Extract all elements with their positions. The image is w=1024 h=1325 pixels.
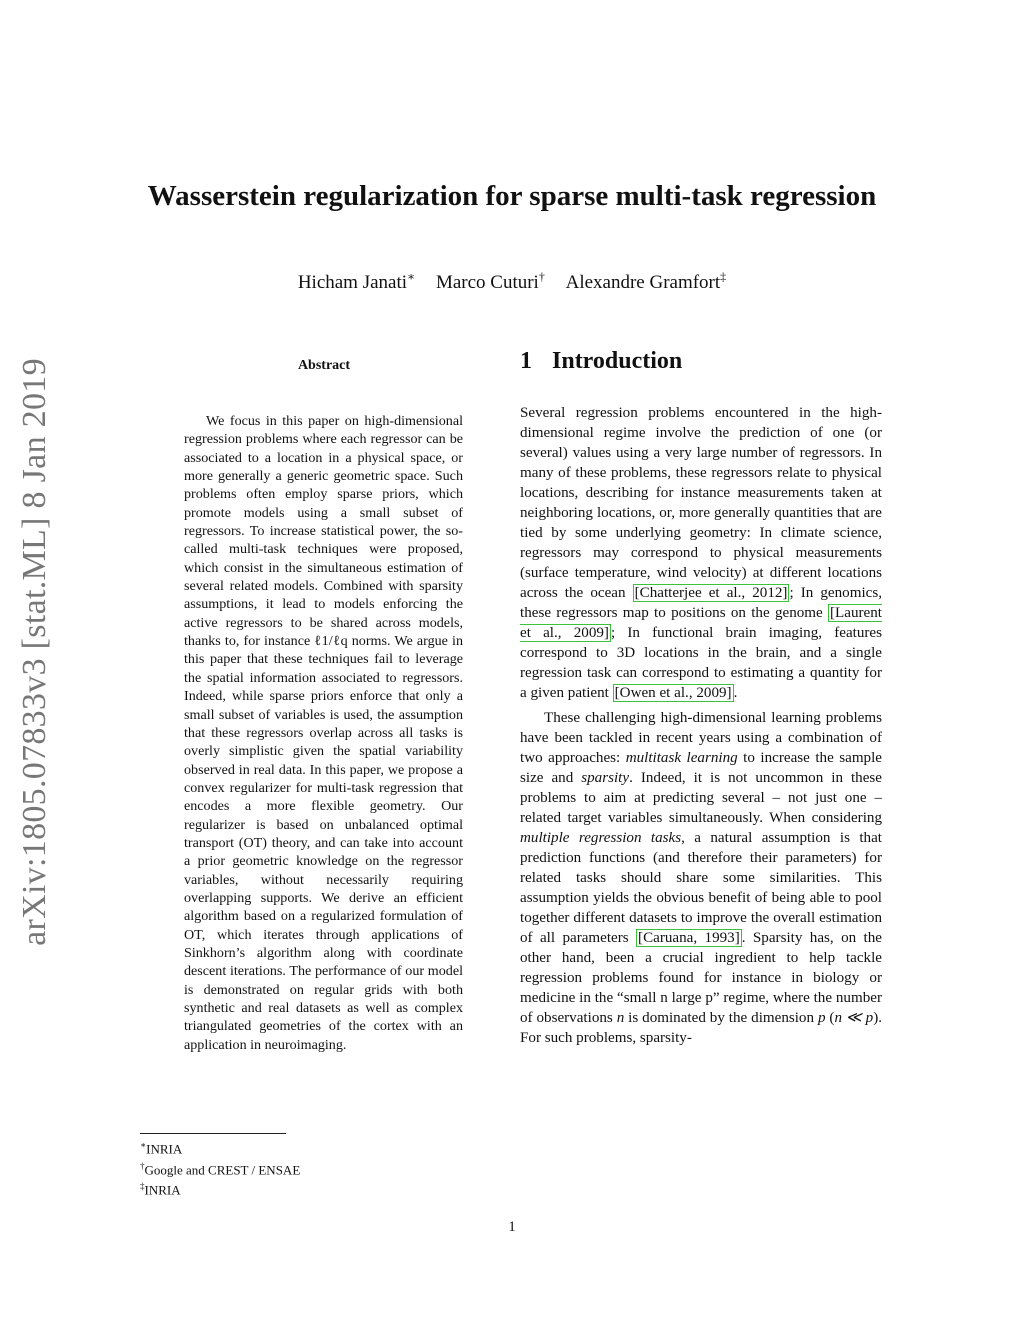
text-run: These challenging high-dimensional learning problems have been tackled in recent years using a combination of two approaches: (520, 710, 882, 766)
author-name: Hicham Janati (297, 272, 408, 294)
author-mark: ‡ (720, 270, 727, 284)
text-run: ). For such problems, sparsity- (520, 1010, 882, 1046)
author-mark: ∗ (407, 270, 416, 284)
text-run: . Sparsity has, on the other hand, been a crucial ingredient to help tackle regression problems found for instance in biology or medicine in the “small n large p” regime, where the number of observations (520, 930, 882, 1026)
author-2 (436, 272, 545, 293)
math-variable: p (817, 1010, 826, 1026)
text-run: , a natural assumption is that prediction functions (and therefore their parameters) for related tasks should share some similarities. This assumption yields the obvious benefit of being able to pool together different datasets to improve the overall estimation of all parameters (520, 830, 882, 946)
text-run: . Indeed, it is not uncommon in these problems to aim at predicting several – not just one – related target variables simultaneously. When considering (520, 770, 883, 826)
footnote-rule (140, 1133, 286, 1134)
math-variable: n (616, 1010, 625, 1026)
footnote-mark: † (140, 1160, 145, 1171)
emphasis: multiple regression tasks (520, 830, 682, 846)
text-run: ; In genomics, these regressors map to positions on the genome (520, 585, 883, 621)
author-name: Alexandre Gramfort (565, 272, 721, 294)
author-1 (298, 272, 415, 293)
footnote-3 (140, 1178, 300, 1199)
footnote-mark: ∗ (140, 1140, 147, 1150)
emphasis: multitask learning (625, 750, 738, 766)
intro-paragraph-1 (520, 403, 882, 703)
footnote-mark: ‡ (140, 1181, 145, 1192)
citation-link[interactable]: [Caruana, 1993] (638, 930, 740, 946)
arxiv-id: arXiv:1805.07833v3 [stat.ML] 8 Jan 2019 (15, 358, 53, 946)
footnote-1 (140, 1137, 300, 1158)
author-3 (566, 272, 727, 293)
citation-link[interactable]: [Owen et al., 2009] (614, 685, 732, 701)
emphasis: sparsity (581, 770, 630, 786)
abstract-heading: Abstract (297, 358, 351, 373)
text-run: ( (825, 1010, 835, 1026)
citation-link[interactable]: [Laurent et al., 2009] (520, 605, 882, 641)
text-run: is dominated by the dimension (624, 1010, 818, 1026)
author-list (140, 270, 884, 294)
section-number: 1 (520, 348, 532, 374)
footnote-text: INRIA (146, 1141, 183, 1157)
footnote-2 (140, 1158, 300, 1179)
footnote-text: INRIA (144, 1182, 181, 1198)
page-number: 1 (508, 1219, 516, 1235)
text-run: ; In functional brain imaging, features correspond to 3D locations in the brain, and a single regression task can correspond to estimating a quantity for a given patient (520, 625, 882, 701)
section-heading-introduction (520, 348, 682, 375)
footnote-text: Google and CREST / ENSAE (144, 1162, 301, 1178)
intro-paragraph-2 (520, 708, 882, 1048)
author-name: Marco Cuturi (435, 272, 539, 294)
introduction-body (520, 403, 882, 1053)
math-expression: n ≪ p (834, 1010, 874, 1026)
footnotes (140, 1137, 300, 1199)
arxiv-stamp (12, 358, 57, 946)
abstract-text: We focus in this paper on high-dimensional regression problems where each regressor can be associated to a location in a physical space, or more generally a generic geometric space. Such problems often employ sparse priors, which promote models using a small subset of regressors. To increase statistical power, the so-called multi-task techniques were proposed, which consist in the simultaneous estimation of several related models. Combined with sparsity assumptions, it lead to models enforcing the active regressors to be shared across models, thanks to, for instance ℓ1/ℓq norms. We argue in this paper that these techniques fail to leverage the spatial information associated to regressors. Indeed, while sparse priors enforce that only a small subset of variables is used, the assumption that these regressors overlap across all tasks is overly simplistic given the spatial variability observed in real data. In this paper, we propose a convex regularizer for multi-task regression that encodes a more flexible geometry. Our regularizer is based on unbalanced optimal transport (OT) theory, and can take into account a prior geometric knowledge on the regressor variables, without necessarily requiring overlapping supports. We derive an efficient algorithm based on a regularized formulation of OT, which iterates through applications of Sinkhorn’s algorithm along with coordinate descent iterations. The performance of our model is demonstrated on regular grids with both synthetic and real datasets as well as complex triangulated geometries of the cortex with an application in neuroimaging. (184, 413, 463, 1053)
author-mark: † (538, 270, 545, 284)
citation-link[interactable]: [Chatterjee et al., 2012] (634, 585, 788, 601)
text-run: to increase the sample size and (520, 750, 883, 786)
section-title: Introduction (552, 348, 683, 374)
text-run: Several regression problems encountered in the high-dimensional regime involve the prediction of one (or several) values using a very large number of regressors. In many of these problems, these regressors relate to physical locations, describing for instance measurements taken at neighboring locations, or, more generally quantities that are tied by some underlying geometry: In climate science, regressors may correspond to physical measurements (surface temperature, wind velocity) at different locations across the ocean (520, 405, 882, 601)
text-run: . (733, 685, 738, 701)
paper-title: Wasserstein regularization for sparse multi-task regression (147, 180, 877, 212)
